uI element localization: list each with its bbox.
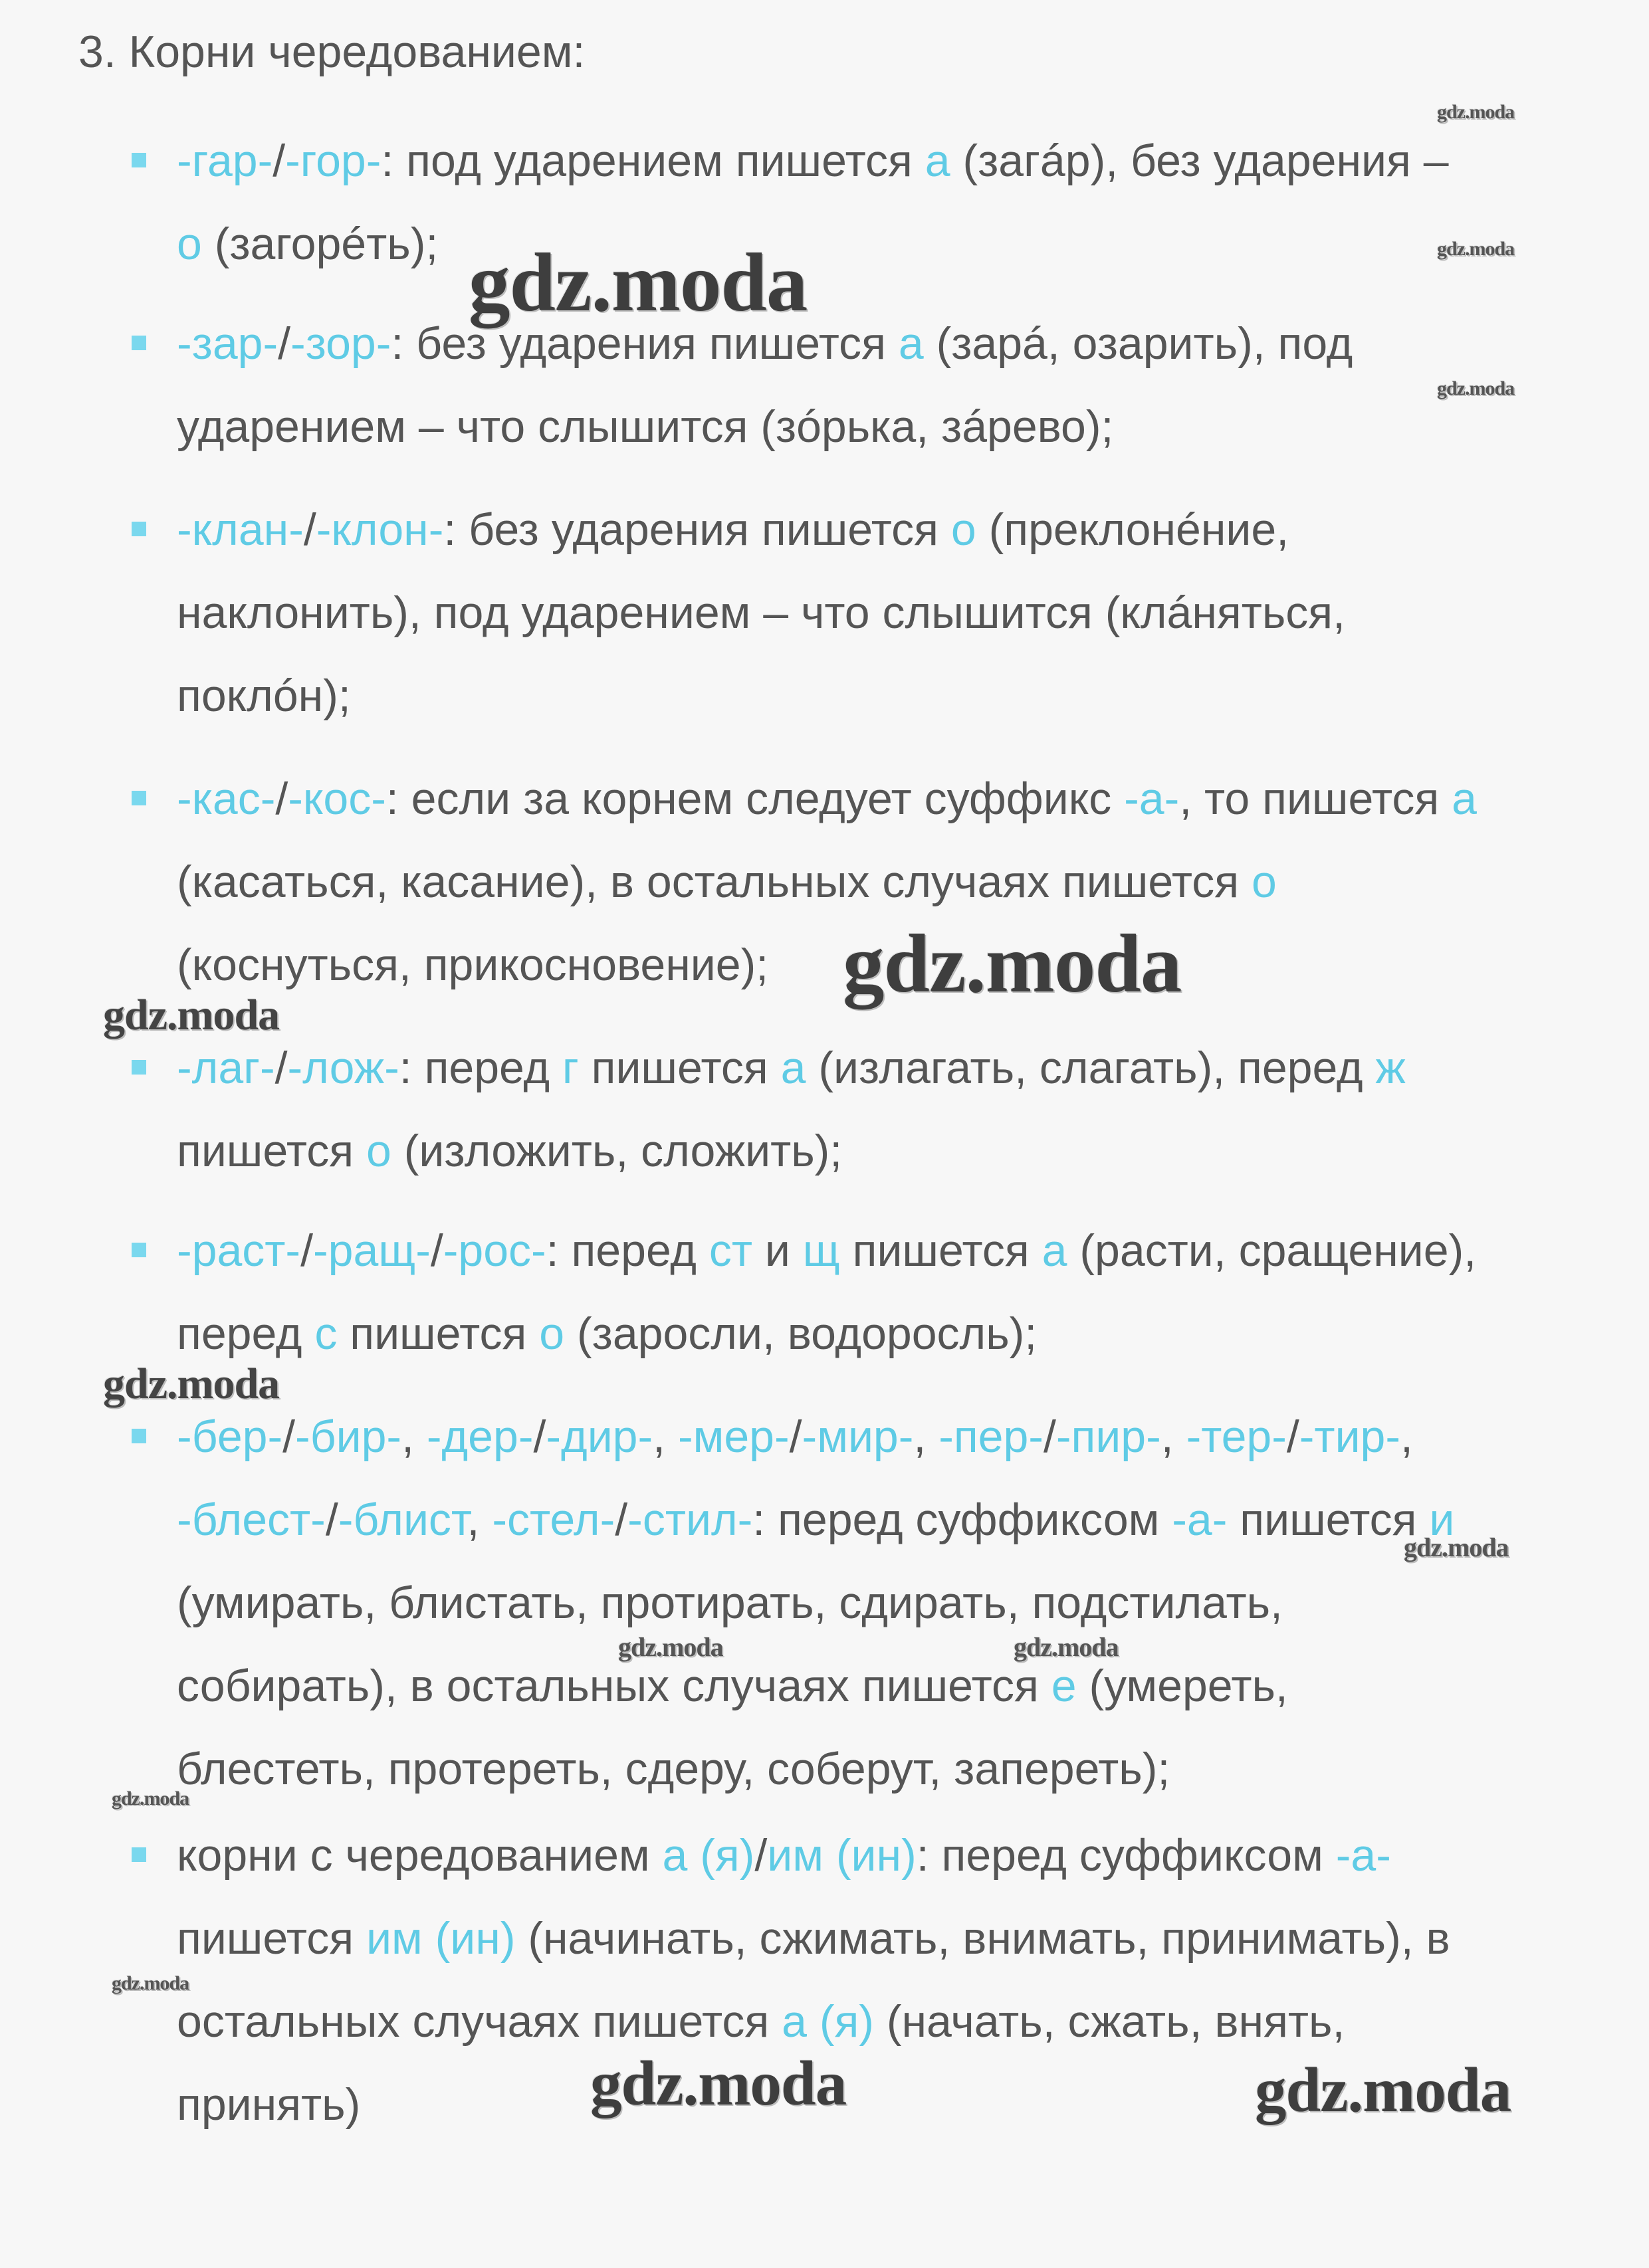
highlight-text: о	[177, 219, 202, 269]
highlight-text: -блист	[338, 1495, 467, 1545]
rule-item	[177, 1814, 1606, 2146]
bullet-icon	[132, 1060, 146, 1075]
text-segment: пишется	[578, 1043, 781, 1093]
watermark: gdz.moda	[1255, 2055, 1511, 2125]
highlight-text: -лаг-	[177, 1043, 275, 1093]
rule-line	[177, 924, 1606, 1007]
watermark: gdz.moda	[1404, 1532, 1509, 1562]
highlight-text: -тир-	[1299, 1411, 1401, 1462]
bullet-icon	[132, 791, 146, 805]
rule-line	[177, 1395, 1606, 1479]
text-segment: /	[430, 1225, 443, 1276]
highlight-text: -ращ-	[312, 1225, 431, 1276]
rule-line	[177, 385, 1606, 468]
text-segment: поклóн);	[177, 670, 351, 721]
watermark: gdz.moda	[590, 2048, 847, 2118]
rule-line	[177, 1562, 1606, 1645]
highlight-text: -рос-	[443, 1225, 546, 1276]
highlight-text: -мер-	[677, 1411, 790, 1462]
highlight-text: -стел-	[492, 1495, 615, 1545]
text-segment: ,	[913, 1411, 939, 1462]
highlight-text: а (я)	[662, 1830, 755, 1881]
text-segment: корни с чередованием	[177, 1830, 663, 1881]
text-segment: /	[754, 1830, 768, 1881]
rule-item	[177, 120, 1606, 286]
text-segment: : если за корнем следует суффикс	[385, 773, 1125, 824]
highlight-text: -мир-	[802, 1411, 914, 1462]
highlight-text: с	[314, 1308, 338, 1359]
text-segment: /	[275, 773, 288, 824]
rule-line	[177, 1110, 1606, 1193]
rule-line	[177, 1897, 1606, 1980]
highlight-text: а	[1042, 1225, 1067, 1276]
highlight-text: -а-	[1335, 1830, 1391, 1881]
highlight-text: -бер-	[177, 1411, 283, 1462]
text-segment: : перед	[546, 1225, 709, 1276]
highlight-text: -пир-	[1055, 1411, 1161, 1462]
text-segment: ,	[1400, 1411, 1413, 1462]
text-segment: : без ударения пишется	[391, 318, 899, 369]
text-segment: пишется	[1227, 1495, 1430, 1545]
highlight-text: -клан-	[177, 504, 304, 555]
text-segment: /	[533, 1411, 546, 1462]
highlight-text: -тер-	[1186, 1411, 1287, 1462]
rule-line	[177, 841, 1606, 924]
highlight-text: -дер-	[426, 1411, 534, 1462]
rule-line	[177, 1728, 1606, 1811]
watermark: gdz.moda	[843, 918, 1182, 1010]
rule-line	[177, 758, 1606, 841]
bullet-icon	[132, 1429, 146, 1443]
text-segment: пишется	[177, 1913, 367, 1964]
highlight-text: а	[898, 318, 924, 369]
highlight-text: ст	[709, 1225, 752, 1276]
text-segment: (расти, сращение),	[1067, 1225, 1477, 1276]
text-segment: /	[303, 504, 316, 555]
bullet-icon	[132, 1243, 146, 1257]
highlight-text: а	[925, 136, 950, 186]
text-segment: (умирать, блистать, протирать, сдирать, подстилать,	[177, 1578, 1283, 1628]
highlight-text: -кос-	[288, 773, 386, 824]
rule-item	[177, 1395, 1606, 1811]
rule-line	[177, 2063, 1606, 2146]
watermark: gdz.moda	[112, 1788, 189, 1809]
rule-line	[177, 655, 1606, 738]
rule-line	[177, 1645, 1606, 1728]
highlight-text: е	[1051, 1661, 1077, 1711]
watermark: gdz.moda	[1437, 377, 1515, 399]
rule-item	[177, 488, 1606, 738]
watermark: gdz.moda	[112, 1972, 189, 1994]
text-segment: (умереть,	[1076, 1661, 1288, 1711]
rule-item	[177, 758, 1606, 1007]
bullet-icon	[132, 1847, 146, 1862]
text-segment: пишется	[177, 1126, 367, 1176]
text-segment: /	[325, 1495, 338, 1545]
watermark: gdz.moda	[103, 1360, 280, 1408]
highlight-text: г	[562, 1043, 579, 1093]
watermark: gdz.moda	[618, 1632, 723, 1662]
text-segment: блестеть, протереть, сдеру, соберут, запереть);	[177, 1744, 1170, 1794]
text-segment: (загáр), без ударения –	[950, 136, 1449, 186]
text-segment: : перед суффиксом	[752, 1495, 1172, 1545]
text-segment: (касаться, касание), в остальных случаях пишется	[177, 857, 1252, 907]
rule-line	[177, 120, 1606, 203]
text-segment: /	[1043, 1411, 1056, 1462]
watermark: gdz.moda	[1014, 1632, 1119, 1662]
highlight-text: -бир-	[295, 1411, 402, 1462]
text-segment: ударением – что слышится (зóрька, зáрево);	[177, 401, 1114, 452]
section-heading: 3. Корни чередованием:	[78, 27, 586, 77]
text-segment: (изложить, сложить);	[391, 1126, 843, 1176]
text-segment: ,	[401, 1411, 427, 1462]
watermark: gdz.moda	[469, 237, 808, 329]
highlight-text: -раст-	[177, 1225, 301, 1276]
text-segment: (преклонéние,	[976, 504, 1289, 555]
watermark: gdz.moda	[1437, 238, 1515, 260]
text-segment: (загорéть);	[201, 219, 439, 269]
text-segment: /	[300, 1225, 313, 1276]
text-segment: и	[752, 1225, 803, 1276]
rule-line	[177, 571, 1606, 655]
text-segment: : под ударением пишется	[381, 136, 925, 186]
text-segment: ,	[467, 1495, 493, 1545]
rule-line	[177, 488, 1606, 571]
text-segment: : без ударения пишется	[443, 504, 951, 555]
highlight-text: ж	[1375, 1043, 1406, 1093]
highlight-text: -лож-	[287, 1043, 399, 1093]
highlight-text: а (я)	[782, 1996, 874, 2047]
rule-item	[177, 1027, 1606, 1193]
highlight-text: о	[1252, 857, 1277, 907]
text-segment: (излагать, слагать), перед	[806, 1043, 1376, 1093]
rule-line	[177, 1479, 1606, 1562]
highlight-text: им (ин)	[366, 1913, 516, 1964]
bullet-icon	[132, 153, 146, 167]
highlight-text: им (ин)	[767, 1830, 917, 1881]
highlight-text: -дир-	[546, 1411, 653, 1462]
rule-line	[177, 1980, 1606, 2063]
rule-line	[177, 302, 1606, 385]
highlight-text: -блест-	[177, 1495, 326, 1545]
text-segment: перед	[177, 1308, 315, 1359]
text-segment: принять)	[177, 2079, 361, 2130]
highlight-text: -кас-	[177, 773, 276, 824]
highlight-text: а	[1452, 773, 1477, 824]
highlight-text: о	[950, 504, 976, 555]
bullet-icon	[132, 522, 146, 536]
text-segment: ,	[1160, 1411, 1186, 1462]
text-segment: собирать), в остальных случаях пишется	[177, 1661, 1051, 1711]
text-segment: пишется	[337, 1308, 540, 1359]
watermark: gdz.moda	[103, 991, 280, 1039]
text-segment: (начать, сжать, внять,	[873, 1996, 1345, 2047]
text-segment: /	[615, 1495, 628, 1545]
text-segment: /	[278, 318, 291, 369]
rule-line	[177, 1292, 1606, 1376]
text-segment: /	[789, 1411, 802, 1462]
rule-line	[177, 1814, 1606, 1897]
text-segment: остальных случаях пишется	[177, 1996, 782, 2047]
bullet-icon	[132, 336, 146, 350]
text-segment: /	[1286, 1411, 1299, 1462]
text-segment: (начинать, сжимать, внимать, принимать), в	[515, 1913, 1450, 1964]
text-segment: /	[282, 1411, 296, 1462]
highlight-text: -гор-	[285, 136, 382, 186]
highlight-text: -зар-	[177, 318, 278, 369]
rule-item	[177, 302, 1606, 468]
text-segment: : перед	[399, 1043, 562, 1093]
text-segment: наклонить), под ударением – что слышится (клáняться,	[177, 587, 1346, 638]
text-segment: : перед суффиксом	[916, 1830, 1336, 1881]
highlight-text: -гар-	[177, 136, 273, 186]
highlight-text: -стил-	[627, 1495, 753, 1545]
rule-item	[177, 1209, 1606, 1376]
highlight-text: -клон-	[316, 504, 444, 555]
highlight-text: а	[780, 1043, 806, 1093]
highlight-text: о	[539, 1308, 565, 1359]
text-segment: /	[273, 136, 286, 186]
text-segment: (заросли, водоросль);	[564, 1308, 1038, 1359]
highlight-text: о	[366, 1126, 391, 1176]
highlight-text: и	[1429, 1495, 1455, 1545]
highlight-text: -а-	[1172, 1495, 1228, 1545]
text-segment: , то пишется	[1179, 773, 1452, 824]
watermark: gdz.moda	[1437, 101, 1515, 123]
rule-line	[177, 203, 1606, 286]
highlight-text: щ	[802, 1225, 840, 1276]
highlight-text: -зор-	[290, 318, 391, 369]
rule-line	[177, 1209, 1606, 1292]
rule-line	[177, 1027, 1606, 1110]
highlight-text: -пер-	[938, 1411, 1044, 1462]
text-segment: /	[275, 1043, 288, 1093]
text-segment: пишется	[839, 1225, 1042, 1276]
text-segment: (зарá, озарить), под	[923, 318, 1353, 369]
text-segment: ,	[653, 1411, 678, 1462]
text-segment: (коснуться, прикосновение);	[177, 940, 769, 990]
highlight-text: -а-	[1124, 773, 1180, 824]
